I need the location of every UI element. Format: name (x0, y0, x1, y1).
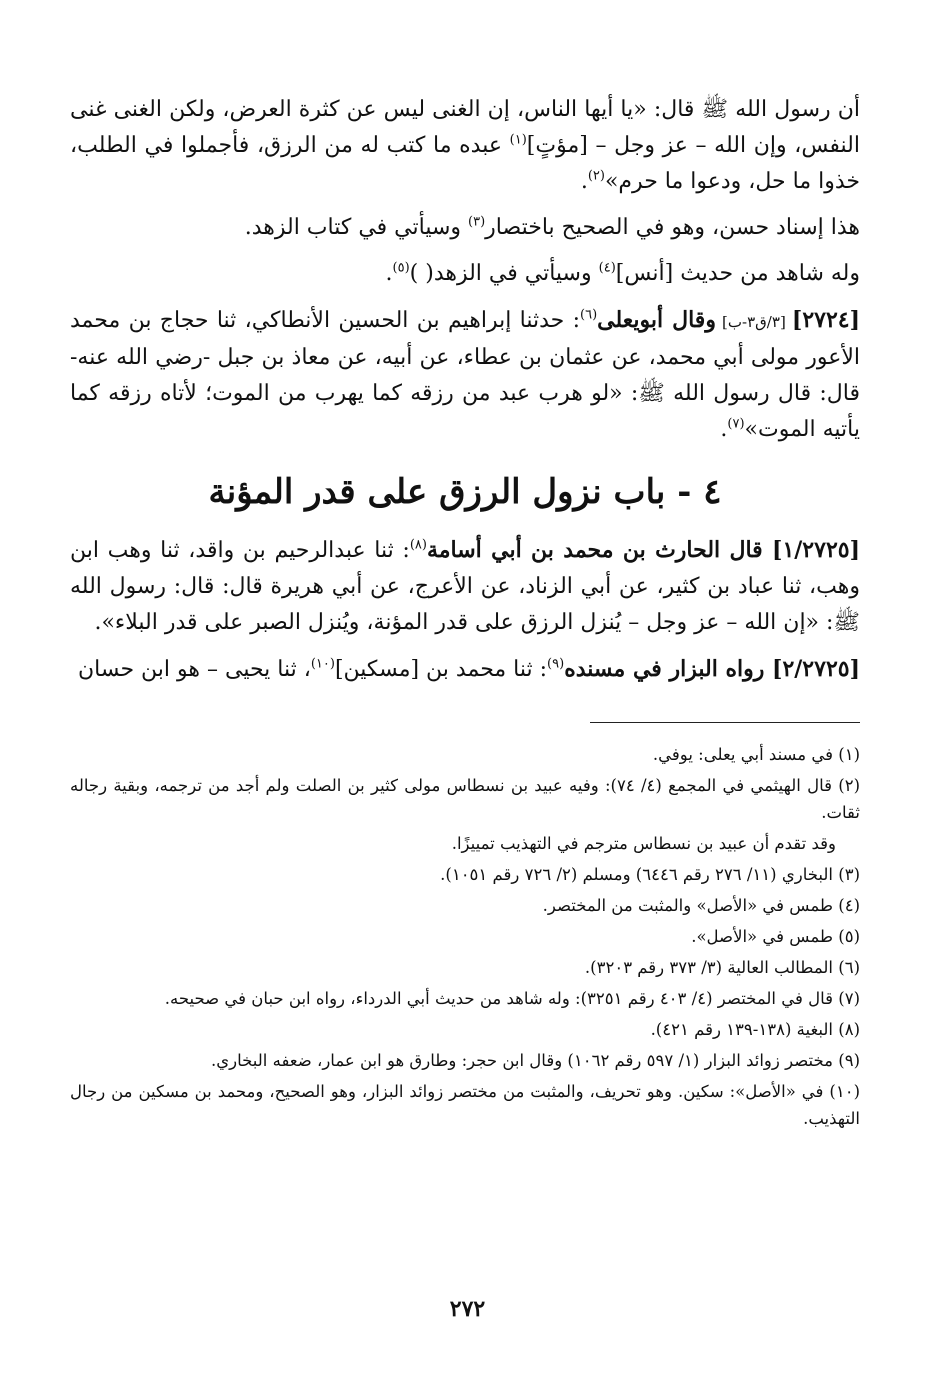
text: ، ثنا يحيى – هو ابن حسان (77, 657, 311, 682)
footnote-8: (٨) البغية (١٣٨-١٣٩ رقم ٤٢١). (650, 1020, 860, 1039)
paragraph-hadith-continuation (70, 92, 860, 200)
footnotes-section (70, 741, 860, 1132)
hadith-number: [٢٧٢٤] (791, 307, 861, 333)
footnote-ref[interactable]: (٢) (587, 168, 605, 184)
footnote-ref[interactable]: (١) (509, 132, 527, 148)
footnote-6: (٦) المطالب العالية (٣/ ٣٧٣ رقم ٣٢٠٣). (584, 958, 860, 977)
text: أن رسول الله ﷺ قال: «يا أيها الناس، إن الغنى ليس عن كثرة العرض، ولكن الغنى غنى النفس، وإن الله – عز وجل – [مؤتٍ] (70, 97, 860, 158)
footnote-10: (١٠) في «الأصل»: سكين. وهو تحريف، والمثبت من مختصر زوائد البزار، وهو الصحيح، ومحمد بن مسكين من رجال التهذيب. (70, 1082, 860, 1128)
text: عبده ما كتب له من الرزق، فأجملوا في الطلب، خذوا ما حل، ودعوا ما حرم» (70, 133, 860, 194)
hadith-number: [١/٢٧٢٥] (772, 537, 860, 563)
narrator-name: قال الحارث بن محمد بن أبي أسامة (426, 537, 773, 563)
paragraph-hadith-2724 (70, 302, 860, 448)
footnote-5: (٥) طمس في «الأصل». (691, 927, 860, 946)
text: : ثنا عبدالرحيم بن واقد، ثنا وهب ابن وهب، ثنا عباد بن كثير، عن أبي الزناد، عن الأعرج، عن أبي هريرة قال: قال: رسول الله ﷺ: «إن الله – عز وجل – يُنزل الرزق على قدر المؤنة، ويُنزل الصبر على قدر البلاء». (70, 538, 860, 635)
page-number: ٢٧٢ (449, 1296, 486, 1322)
footnote-9: (٩) مختصر زوائد البزار (١/ ٥٩٧ رقم ١٠٦٢) وقال ابن حجر: وطارق هو ابن عمار، ضعفه البخاري. (210, 1051, 860, 1070)
text: وسيأتي في كتاب الزهد. (244, 215, 469, 240)
text: وسيأتي في الزهد( ) (409, 261, 599, 286)
text: : حدثنا إبراهيم بن الحسين الأنطاكي، ثنا حجاج بن محمد الأعور مولى أبي محمد، عن عثمان بن عطاء، عن أبيه، عن معاذ بن جبل -رضي الله عنه- قال: قال رسول الله ﷺ: «لو هرب عبد من رزقه كما يهرب من الموت؛ لأتاه رزقه كما يأتيه الموت» (70, 308, 860, 442)
text: . (385, 261, 393, 286)
manuscript-ref: [٣/ق٣-ب] (715, 313, 792, 331)
footnote-4: (٤) طمس في «الأصل» والمثبت من المختصر. (542, 896, 860, 915)
footnote-separator (590, 722, 860, 723)
paragraph-hadith-2725-2 (70, 651, 860, 688)
narrator-name: وقال أبويعلى (597, 307, 716, 333)
page-content (70, 92, 860, 1136)
text: هذا إسناد حسن، وهو في الصحيح باختصار (485, 215, 860, 240)
narrator-name: رواه البزار في مسنده (564, 656, 773, 682)
text: : ثنا محمد بن [مسكين] (334, 657, 548, 682)
footnote-ref[interactable]: (٨) (409, 537, 427, 553)
paragraph-shahid-note (70, 256, 860, 292)
text: وله شاهد من حديث [أنس] (615, 261, 860, 286)
footnote-3: (٣) البخاري (١١/ ٢٧٦ رقم ٦٤٤٦) ومسلم (٢/ ٧٢٦ رقم ١٠٥١). (440, 865, 860, 884)
footnote-ref[interactable]: (٧) (727, 416, 745, 432)
paragraph-isnad-note (70, 210, 860, 246)
footnote-ref[interactable]: (١٠) (310, 656, 335, 672)
text: . (720, 417, 728, 442)
footnote-ref[interactable]: (٦) (580, 307, 598, 323)
hadith-number: [٢/٢٧٢٥] (772, 656, 860, 682)
footnote-1: (١) في مسند أبي يعلى: يوفي. (652, 745, 860, 764)
footnote-ref[interactable]: (٩) (547, 656, 565, 672)
footnote-2: (٢) قال الهيثمي في المجمع (٤/ ٧٤): وفيه عبيد بن نسطاس مولى كثير بن الصلت ولم أجد من ترجمه، وبقية رجاله ثقات. (70, 776, 861, 822)
footnote-2-continuation: وقد تقدم أن عبيد بن نسطاس مترجم في التهذيب تمييزًا. (451, 834, 836, 853)
footnote-ref[interactable]: (٣) (468, 214, 486, 230)
text: . (580, 169, 588, 194)
chapter-title: ٤ - باب نزول الرزق على قدر المؤنة (208, 472, 722, 512)
footnote-ref[interactable]: (٥) (392, 260, 410, 276)
footnote-ref[interactable]: (٤) (598, 260, 616, 276)
footnote-7: (٧) قال في المختصر (٤/ ٤٠٣ رقم ٣٢٥١): وله شاهد من حديث أبي الدرداء، رواه ابن حبان في صحيحه. (164, 989, 860, 1008)
paragraph-hadith-2725-1 (70, 532, 860, 641)
